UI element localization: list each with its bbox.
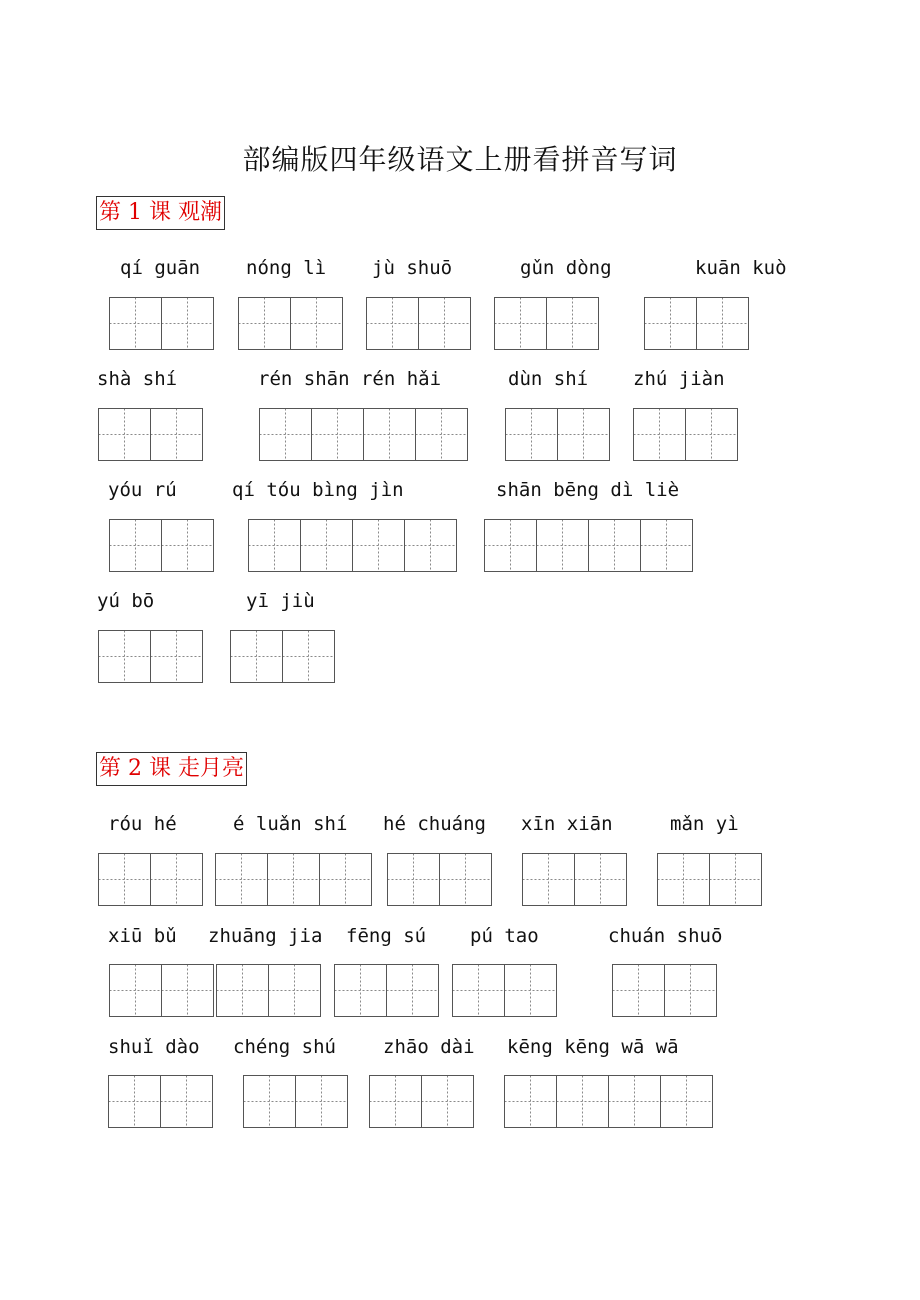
pinyin-label: fēng sú (346, 925, 427, 947)
writing-grid[interactable] (109, 519, 214, 571)
pinyin-label: é luǎn shí (233, 813, 348, 835)
pinyin-label: kēng kēng wā wā (507, 1036, 679, 1058)
writing-grid[interactable] (369, 1075, 474, 1127)
pinyin-label: yú bō (97, 590, 155, 612)
pinyin-label: mǎn yì (670, 813, 739, 835)
writing-grid[interactable] (505, 408, 610, 460)
writing-grid[interactable] (259, 408, 468, 460)
pinyin-label: yóu rú (108, 479, 177, 501)
writing-grid[interactable] (109, 297, 214, 349)
pinyin-label: jù shuō (372, 257, 453, 279)
writing-grid[interactable] (109, 964, 214, 1016)
pinyin-label: hé chuáng (383, 813, 486, 835)
writing-grid[interactable] (248, 519, 457, 571)
writing-grid[interactable] (108, 1075, 213, 1127)
writing-grid[interactable] (494, 297, 599, 349)
pinyin-label: xīn xiān (521, 813, 613, 835)
writing-grid[interactable] (98, 630, 203, 682)
pinyin-label: nóng lì (246, 257, 327, 279)
pinyin-label: rén shān rén hǎi (258, 368, 442, 390)
pinyin-label: qí guān (120, 257, 201, 279)
writing-grid[interactable] (452, 964, 557, 1016)
pinyin-label: pú tao (470, 925, 539, 947)
pinyin-label: zhú jiàn (633, 368, 725, 390)
writing-grid[interactable] (612, 964, 717, 1016)
pinyin-label: yī jiù (246, 590, 315, 612)
pinyin-label: xiū bǔ (108, 925, 177, 947)
writing-grid[interactable] (98, 853, 203, 905)
pinyin-label: zhāo dài (383, 1036, 475, 1058)
pinyin-label: qí tóu bìng jìn (232, 479, 404, 501)
writing-grid[interactable] (504, 1075, 713, 1127)
writing-grid[interactable] (243, 1075, 348, 1127)
writing-grid[interactable] (238, 297, 343, 349)
pinyin-label: chéng shú (233, 1036, 336, 1058)
writing-grid[interactable] (522, 853, 627, 905)
pinyin-label: shuǐ dào (108, 1036, 200, 1058)
lesson-heading: 第 2 课 走月亮 (96, 752, 247, 786)
pinyin-label: kuān kuò (695, 257, 787, 279)
writing-grid[interactable] (387, 853, 492, 905)
writing-grid[interactable] (657, 853, 762, 905)
writing-grid[interactable] (366, 297, 471, 349)
writing-grid[interactable] (215, 853, 372, 905)
writing-grid[interactable] (216, 964, 321, 1016)
writing-grid[interactable] (334, 964, 439, 1016)
writing-grid[interactable] (98, 408, 203, 460)
writing-grid[interactable] (633, 408, 738, 460)
pinyin-label: gǔn dòng (520, 257, 612, 279)
pinyin-label: dùn shí (508, 368, 589, 390)
writing-grid[interactable] (644, 297, 749, 349)
page-title: 部编版四年级语文上册看拼音写词 (242, 143, 678, 176)
writing-grid[interactable] (230, 630, 335, 682)
pinyin-label: zhuāng jia (208, 925, 323, 947)
pinyin-label: chuán shuō (608, 925, 723, 947)
pinyin-label: shà shí (97, 368, 178, 390)
pinyin-label: róu hé (108, 813, 177, 835)
pinyin-label: shān bēng dì liè (496, 479, 680, 501)
lesson-heading: 第 1 课 观潮 (96, 196, 225, 230)
writing-grid[interactable] (484, 519, 693, 571)
